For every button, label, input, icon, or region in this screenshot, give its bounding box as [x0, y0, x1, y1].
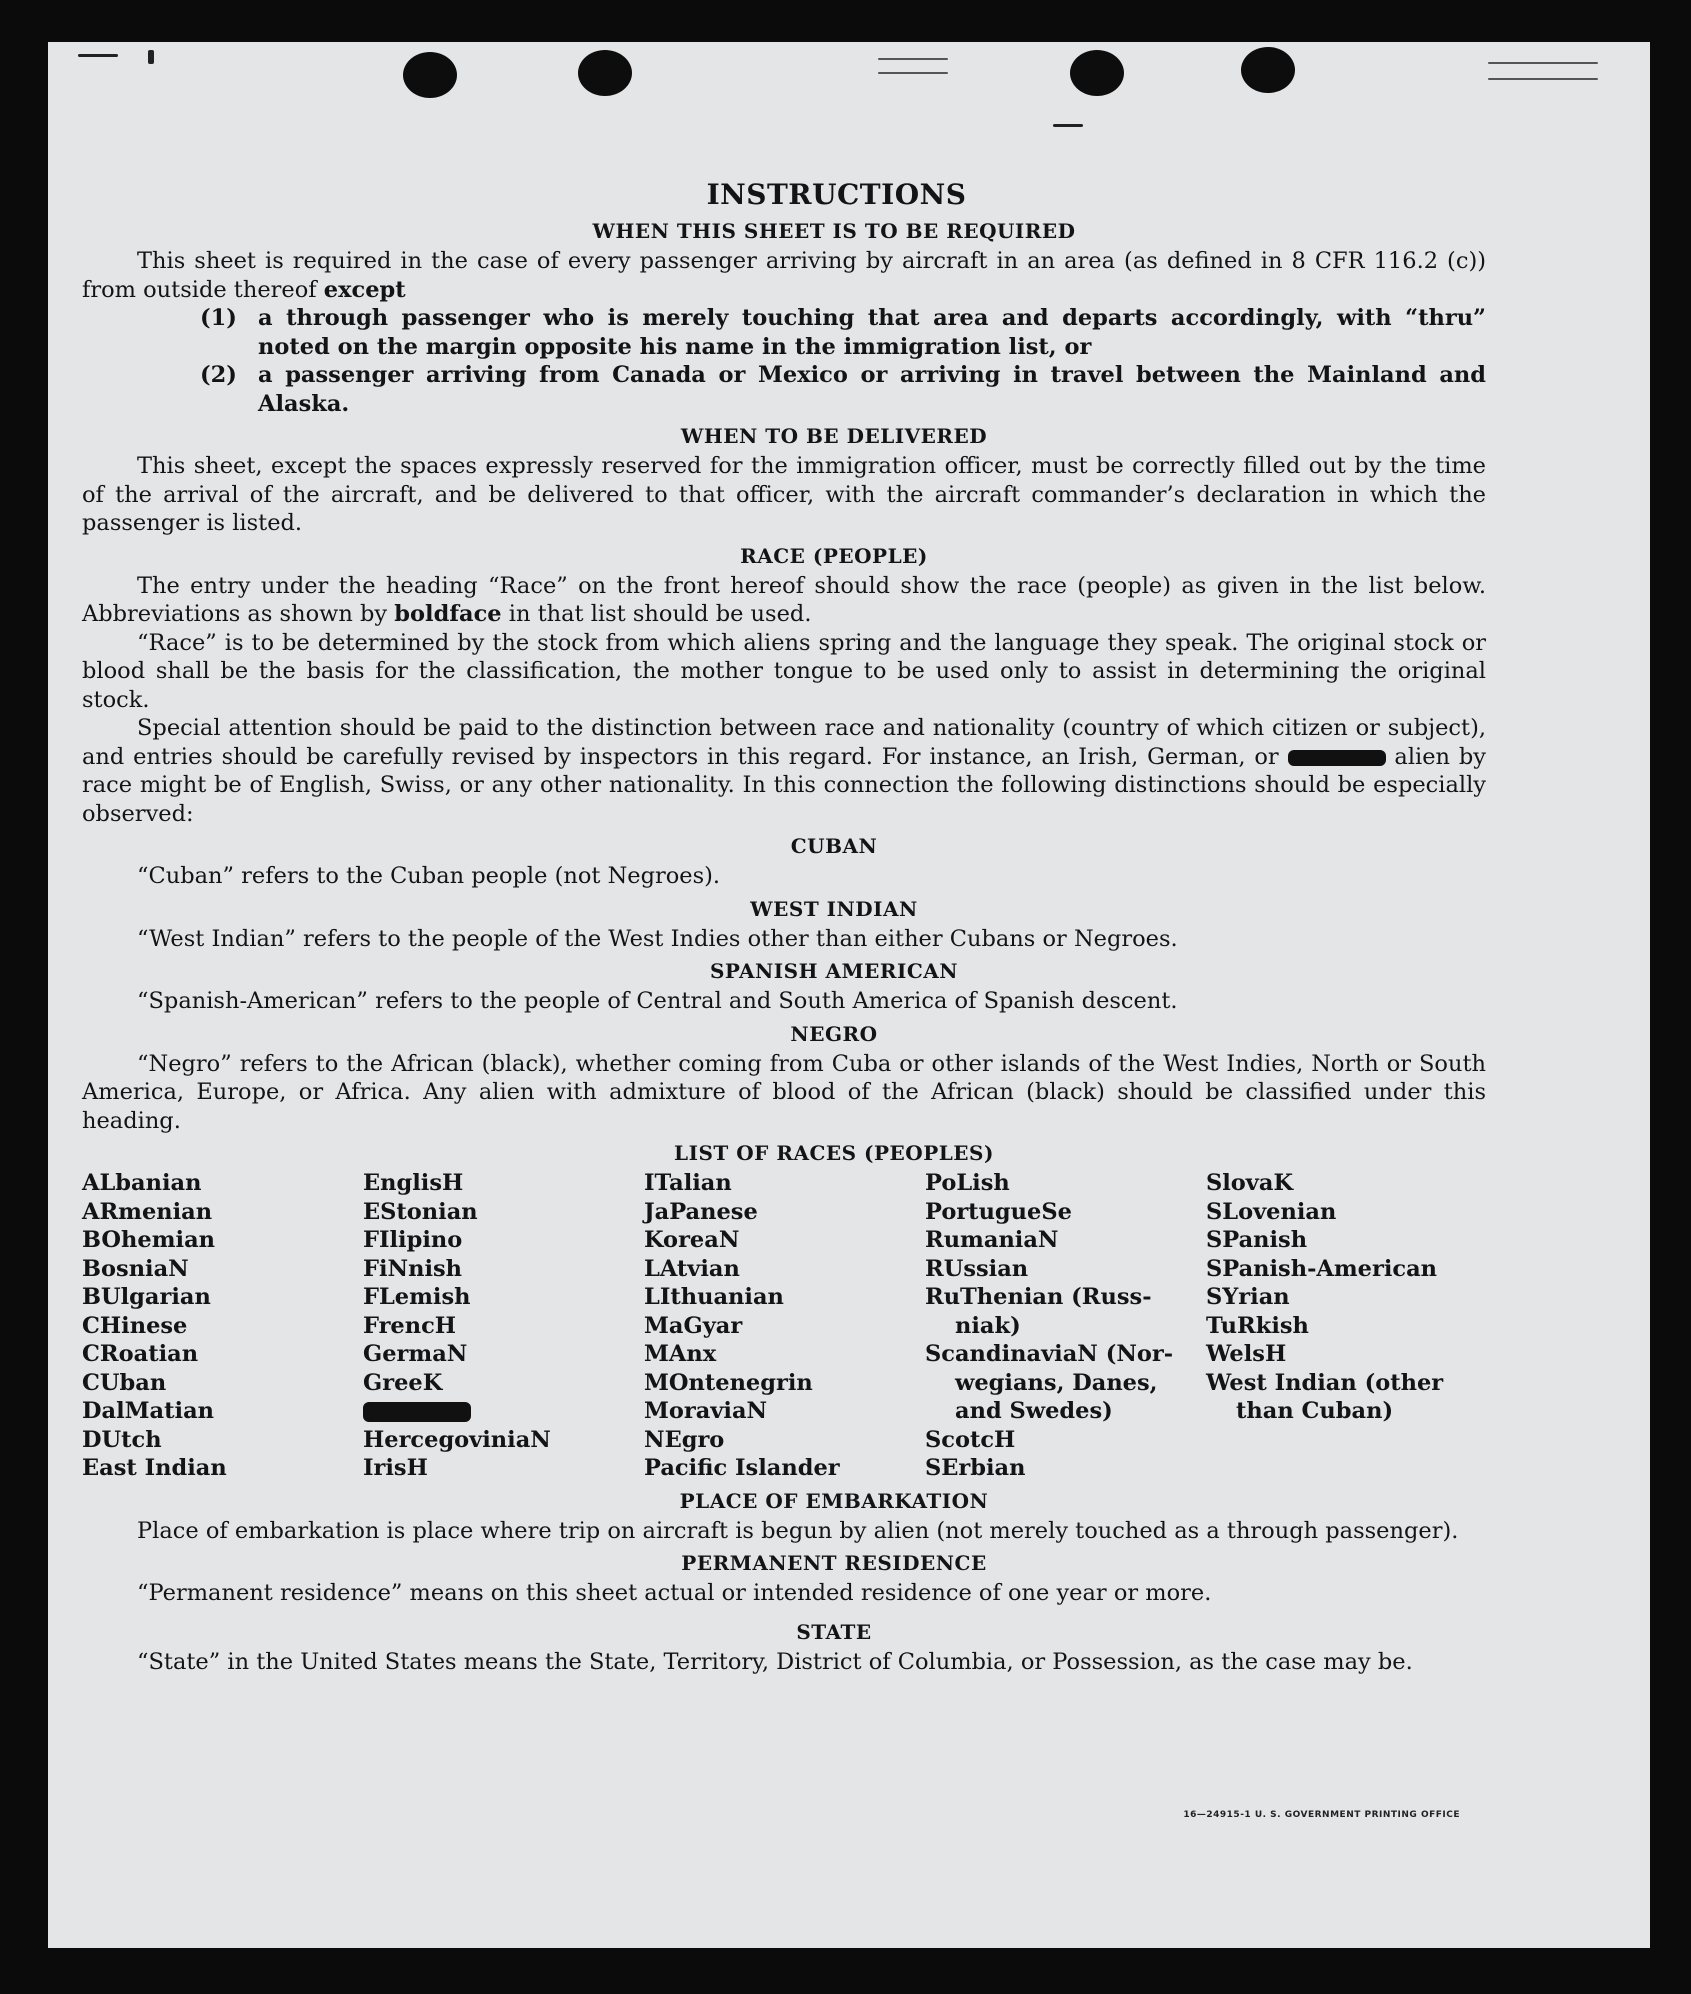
ink-speck [1488, 78, 1598, 80]
race-entry: WelsH [1206, 1341, 1287, 1367]
redaction-mark [363, 1402, 471, 1422]
race-entry: SYrian [1206, 1284, 1290, 1310]
races-column-4 [925, 1169, 1205, 1483]
redacted-race-entry [363, 1397, 643, 1426]
state-paragraph: “State” in the United States means the State, Territory, District of Columbia, or Possession, as the case may be. [137, 1648, 1413, 1675]
when-required-text: This sheet is required in the case of every passenger arriving by aircraft in an area (as defined in 8 CFR 116.2 (c)) from outside thereof [82, 248, 1486, 303]
race-entry: MAnx [644, 1341, 717, 1367]
races-list [82, 1169, 1486, 1483]
heading-state: STATE [796, 1619, 872, 1644]
race-entry: BosniaN [82, 1255, 189, 1282]
heading-negro: NEGRO [790, 1021, 878, 1046]
heading-west-indian: WEST INDIAN [750, 896, 918, 921]
race-paragraph-2: “Race” is to be determined by the stock from which aliens spring and the language they speak. The original stock or blood shall be the basis for the classification, the mother tongue to be used only to assist in determining the original stock. [82, 629, 1486, 713]
page-title: INSTRUCTIONS [706, 178, 967, 211]
punch-hole [403, 52, 457, 98]
race-entry: LIthuanian [644, 1284, 784, 1310]
race-entry: SLovenian [1206, 1198, 1337, 1225]
race-entry: GreeK [363, 1369, 443, 1396]
ink-speck [878, 58, 948, 60]
race-entry: RumaniaN [925, 1227, 1059, 1253]
race-entry: LAtvian [644, 1255, 740, 1282]
race-entry: CRoatian [82, 1341, 199, 1367]
race-entry: IrisH [363, 1455, 428, 1481]
race-entry: CHinese [82, 1312, 188, 1339]
exception-text: a through passenger who is merely touching that area and departs accordingly, with “thru” noted on the margin opposite his name in the immigration list, or [258, 305, 1486, 360]
race-entry: MOntenegrin [644, 1369, 813, 1396]
race-entry: FIlipino [363, 1227, 463, 1253]
ink-speck [1053, 124, 1083, 127]
race-entry: wegians, Danes, [955, 1369, 1158, 1396]
races-column-2-top [363, 1169, 643, 1397]
document-page [48, 42, 1650, 1948]
race-entry: FrencH [363, 1312, 457, 1339]
embarkation-paragraph: Place of embarkation is place where trip on aircraft is begun by alien (not merely touched as a through passenger). [137, 1517, 1459, 1544]
race-entry: RuThenian (Russ- [925, 1284, 1152, 1310]
printing-office-code: 16—24915-1 U. S. GOVERNMENT PRINTING OFFICE [1183, 1810, 1460, 1820]
spanish-american-paragraph: “Spanish-American” refers to the people of Central and South America of Spanish descent. [137, 988, 1178, 1014]
race-entry: SPanish [1206, 1227, 1308, 1253]
race-paragraph-3 [82, 714, 1486, 828]
race-entry: RUssian [925, 1255, 1029, 1282]
race-entry: SPanish-American [1206, 1255, 1438, 1282]
races-column-2-bottom [363, 1426, 643, 1483]
races-column-3 [644, 1169, 924, 1483]
heading-when-delivered: WHEN TO BE DELIVERED [680, 424, 988, 448]
punch-hole [578, 50, 632, 96]
cuban-paragraph: “Cuban” refers to the Cuban people (not Negroes). [137, 863, 721, 889]
heading-spanish-american: SPANISH AMERICAN [709, 959, 959, 983]
race-entry: FiNnish [363, 1255, 463, 1282]
race-entry: TuRkish [1206, 1312, 1309, 1339]
boldface-word: boldface [394, 601, 502, 627]
punch-hole [1070, 50, 1124, 96]
race-entry: BOhemian [82, 1227, 216, 1253]
race-p3-text-a: Special attention should be paid to the distinction between race and nationality (country of which citizen or subject), and entries should be carefully revised by inspectors in this regard. For instance, an Irish, German, or [82, 715, 1486, 770]
exception-item-1 [82, 304, 1486, 361]
race-entry: CUban [82, 1369, 167, 1396]
race-p1-text-b: in that list should be used. [508, 601, 812, 627]
heading-list-of-races: LIST OF RACES (PEOPLES) [674, 1141, 994, 1165]
heading-when-required: WHEN THIS SHEET IS TO BE REQUIRED [592, 219, 1076, 243]
heading-cuban: CUBAN [790, 834, 878, 858]
races-column-1 [82, 1169, 362, 1483]
race-entry: KoreaN [644, 1227, 740, 1253]
ink-speck [78, 54, 118, 57]
race-entry: MoraviaN [644, 1398, 768, 1424]
exception-text: a passenger arriving from Canada or Mexico or arriving in travel between the Mainland and Alaska. [258, 362, 1486, 417]
race-entry: and Swedes) [955, 1398, 1113, 1424]
ink-speck [878, 72, 948, 74]
race-paragraph-1 [82, 572, 1486, 629]
race-entry: East Indian [82, 1455, 227, 1481]
race-entry: SErbian [925, 1455, 1026, 1481]
race-entry: GermaN [363, 1341, 468, 1367]
heading-embarkation: PLACE OF EMBARKATION [679, 1488, 989, 1513]
exception-item-2 [82, 361, 1486, 418]
race-entry: Pacific Islander [644, 1455, 840, 1481]
race-entry: BUlgarian [82, 1284, 211, 1310]
ink-speck [148, 50, 154, 64]
heading-permanent-residence: PERMANENT RESIDENCE [681, 1551, 987, 1575]
when-required-paragraph [82, 247, 1486, 304]
race-entry: PortugueSe [925, 1198, 1072, 1225]
race-p1-text-a: The entry under the heading “Race” on the front hereof should show the race (people) as given in the list below. Abbreviations as shown by [82, 572, 1486, 627]
west-indian-paragraph: “West Indian” refers to the people of the West Indies other than either Cubans or Negroes. [137, 925, 1178, 952]
race-entry: DalMatian [82, 1398, 215, 1424]
race-entry: West Indian (other [1206, 1369, 1444, 1396]
race-entry: SlovaK [1206, 1170, 1294, 1196]
exception-number: (2) [200, 362, 237, 388]
ink-speck [1488, 62, 1598, 64]
race-entry: HercegoviniaN [363, 1426, 551, 1453]
residence-paragraph: “Permanent residence” means on this sheet actual or intended residence of one year or more. [137, 1580, 1212, 1606]
heading-race: RACE (PEOPLE) [740, 543, 928, 568]
race-entry: than Cuban) [1236, 1398, 1394, 1424]
race-entry: EnglisH [363, 1170, 464, 1196]
race-entry: ScotcH [925, 1426, 1016, 1453]
race-entry: niak) [955, 1312, 1021, 1339]
race-entry: JaPanese [644, 1198, 758, 1225]
negro-paragraph: “Negro” refers to the African (black), whether coming from Cuba or other islands of the West Indies, North or South America, Europe, or Africa. Any alien with admixture of blood of the African (black) should be classified under this heading. [82, 1050, 1486, 1134]
when-delivered-paragraph: This sheet, except the spaces expressly reserved for the immigration officer, must be correctly filled out by the time of the arrival of the aircraft, and be delivered to that officer, with the aircraft commander’s declaration in which the passenger is listed. [82, 453, 1486, 536]
race-entry: ITalian [644, 1170, 732, 1196]
race-entry: NEgro [644, 1426, 725, 1453]
race-entry: DUtch [82, 1426, 162, 1453]
race-entry: PoLish [925, 1170, 1010, 1196]
instructions-content [82, 178, 1486, 1676]
race-p3-text-b: alien by race might be of English, Swiss, or any other nationality. In this connection the following distinctions should be especially observed: [82, 743, 1486, 827]
exception-number: (1) [200, 305, 237, 331]
races-column-5 [1206, 1169, 1486, 1483]
race-entry: ScandinaviaN (Nor- [925, 1341, 1174, 1367]
race-entry: FLemish [363, 1284, 471, 1310]
race-entry: EStonian [363, 1198, 478, 1225]
race-entry: ARmenian [82, 1198, 213, 1225]
races-column-2 [363, 1169, 643, 1483]
race-entry: MaGyar [644, 1312, 743, 1339]
punch-hole [1241, 47, 1295, 93]
race-entry: ALbanian [82, 1170, 202, 1196]
except-word: except [323, 276, 406, 303]
redaction-mark [1288, 750, 1386, 766]
